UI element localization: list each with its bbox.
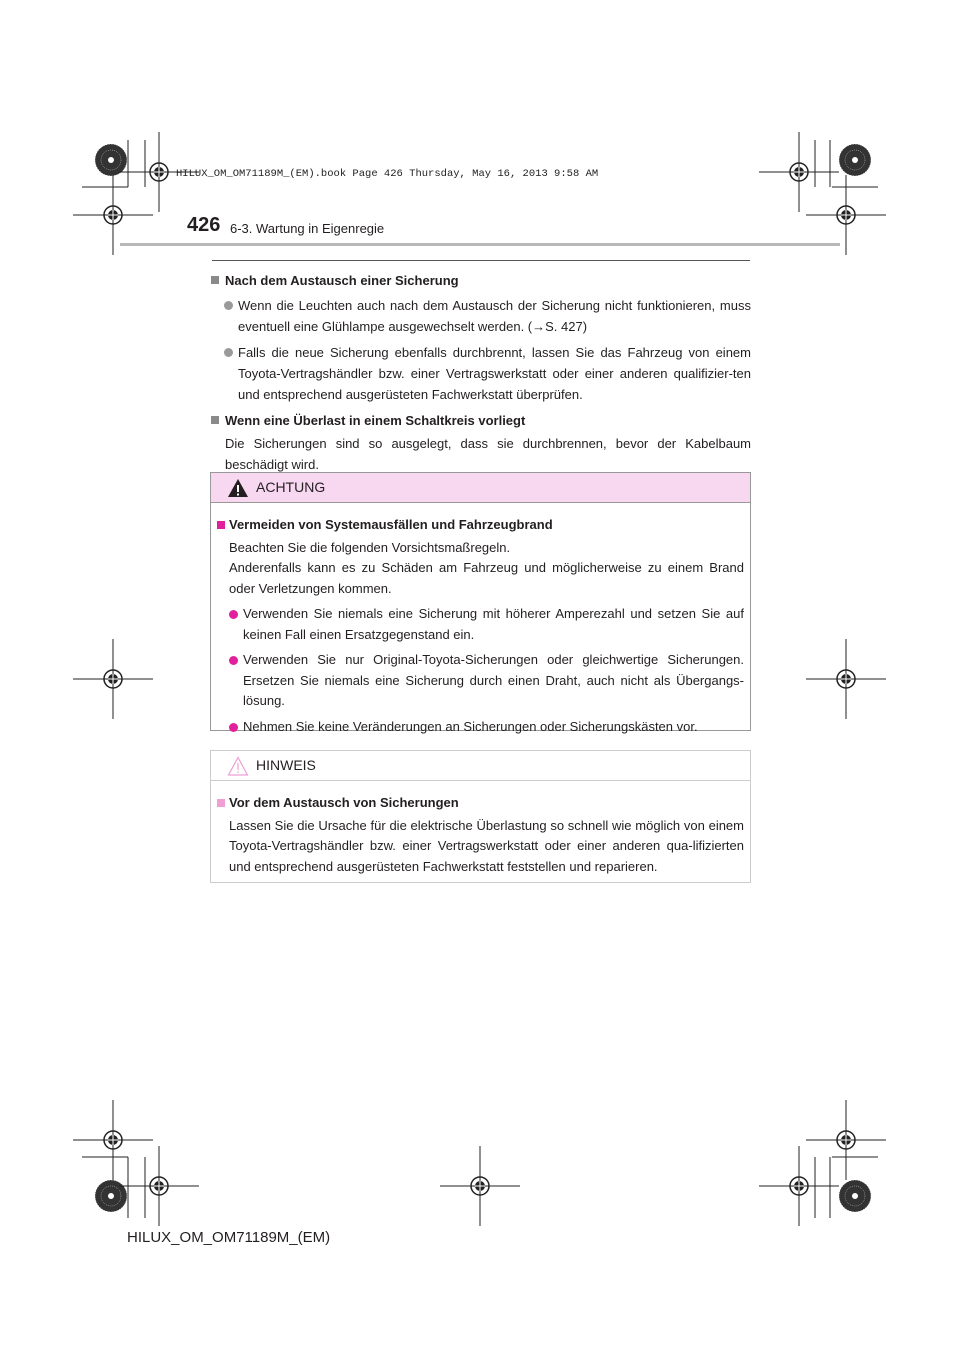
section-heading: Nach dem Austausch einer Sicherung (211, 270, 751, 291)
square-bullet-icon (217, 799, 225, 807)
warning-box (210, 472, 751, 734)
warning-intro: Beachten Sie die folgenden Vorsichtsmaßregeln. (229, 539, 511, 555)
round-bullet-icon (229, 723, 238, 732)
list-item: Falls die neue Sicherung ebenfalls durchbrennt, lassen Sie das Fahrzeug von einem Toyota-Vertragshändler bzw. einer Vertragswerkstatt oder einer anderen qualifizier-ten und entsprechend ausgerüsteten Fachwerkstatt überprüfen. (211, 342, 751, 405)
round-bullet-icon (229, 610, 238, 619)
doc-code: HILUX_OM_OM71189M_(EM) (127, 1229, 331, 1246)
round-bullet-icon (224, 348, 233, 357)
notice-body (211, 781, 750, 885)
square-bullet-icon (217, 521, 225, 529)
round-bullet-icon (224, 301, 233, 310)
round-bullet-icon (229, 656, 238, 665)
main-content (211, 270, 751, 475)
notice-box-header (211, 751, 750, 781)
content-rule (212, 260, 750, 261)
page-number: 426 (187, 214, 221, 236)
notice-heading: Vor dem Austausch von Sicherungen (217, 793, 744, 814)
list-item: Nehmen Sie keine Veränderungen an Sicherungen oder Sicherungskästen vor. (217, 717, 744, 738)
section-heading: Wenn eine Überlast in einem Schaltkreis vorliegt (211, 410, 751, 431)
section-text: Die Sicherungen sind so ausgelegt, dass sie durchbrennen, bevor der Kabelbaum beschädigt wird. (225, 436, 751, 472)
warning-triangle-icon (227, 478, 249, 498)
warning-heading: Vermeiden von Systemausfällen und Fahrzeugbrand (217, 515, 744, 536)
file-stamp: HILUX_OM_OM71189M_(EM).book Page 426 Thursday, May 16, 2013 9:58 AM (176, 168, 599, 180)
notice-box (210, 750, 751, 883)
notice-text: Lassen Sie die Ursache für die elektrische Überlastung so schnell wie möglich von einem Toyota-Vertragshändler bzw. einer Vertragswerkstatt oder einer anderen qua-lifizierten und entsprechend ausgerüsteten Fachwerkstatt feststellen und reparieren. (229, 817, 744, 874)
warning-title: ACHTUNG (256, 479, 326, 495)
list-item: Verwenden Sie nur Original-Toyota-Sicherungen oder gleichwertige Sicherungen. Ersetzen Sie niemals eine Sicherung durch einen Draht, auch nicht als Übergangs-lösung. (217, 650, 744, 712)
warning-intro: Anderenfalls kann es zu Schäden am Fahrzeug und möglicherweise zu einem Brand oder Verletzungen kommen. (229, 560, 744, 596)
square-bullet-icon (211, 276, 219, 284)
warning-box-header (211, 473, 750, 503)
notice-triangle-icon (227, 756, 249, 776)
notice-title: HINWEIS (256, 757, 316, 773)
header-rule (120, 243, 840, 246)
list-item: Wenn die Leuchten auch nach dem Austausch der Sicherung nicht funktionieren, muss eventuell eine Glühlampe ausgewechselt werden. (→S. 427) (211, 295, 751, 337)
section-title: 6-3. Wartung in Eigenregie (230, 221, 385, 236)
warning-body (211, 503, 750, 745)
list-item: Verwenden Sie niemals eine Sicherung mit höherer Amperezahl und setzen Sie auf keinen Fall einen Ersatzgegenstand ein. (217, 604, 744, 645)
square-bullet-icon (211, 416, 219, 424)
